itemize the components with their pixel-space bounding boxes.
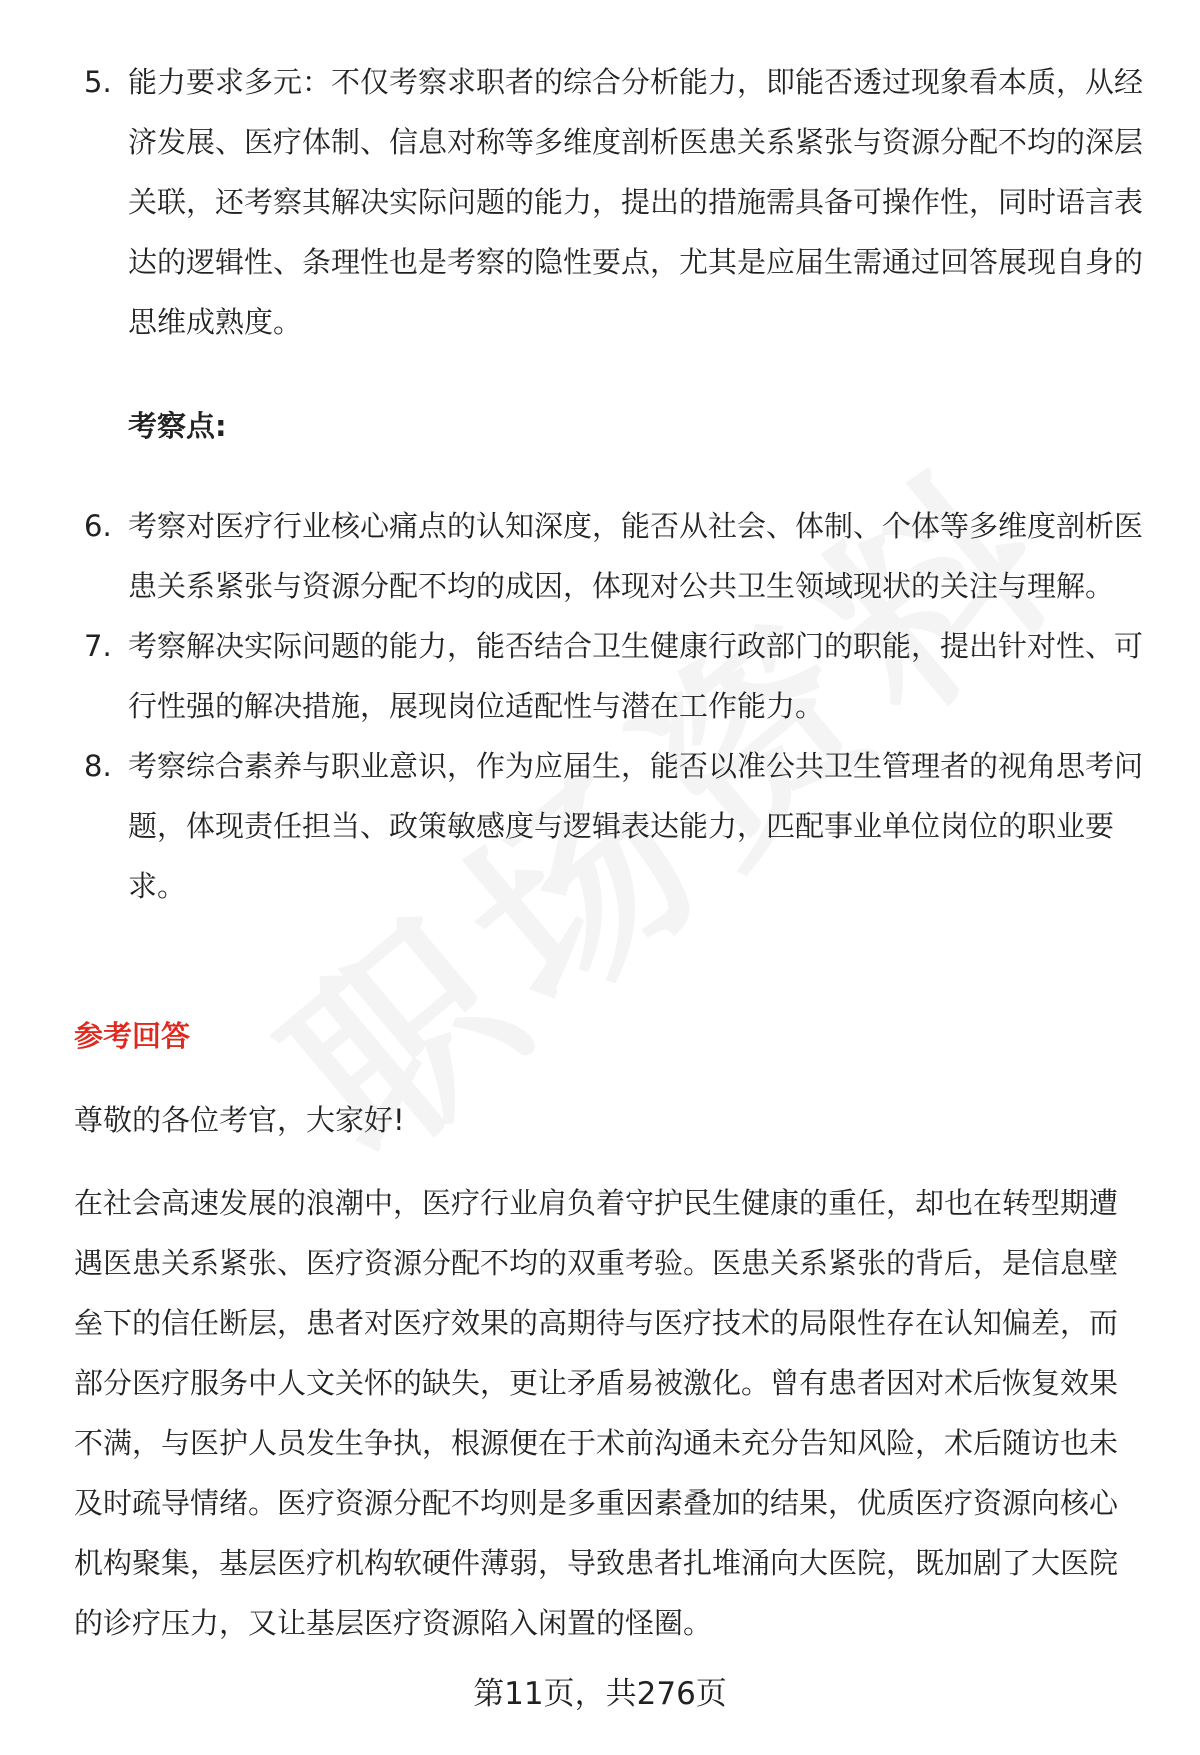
list-item-number: 8. xyxy=(84,749,112,783)
list-item-text: 能力要求多元：不仅考察求职者的综合分析能力，即能否透过现象看本质，从经济发展、医疗体制、信息对称等多维度剖析医患关系紧张与资源分配不均的深层关联，还考察其解决实际问题的能力，提出的措施需具备可操作性，同时语言表达的逻辑性、条理性也是考察的隐性要点，尤其是应届生需通过回答展现自身的思维成熟度。 xyxy=(128,65,1144,339)
list-item xyxy=(84,736,1144,916)
answer-greeting: 尊敬的各位考官，大家好! xyxy=(74,1103,405,1137)
list-item xyxy=(84,496,1144,616)
list-item-text: 考察解决实际问题的能力，能否结合卫生健康行政部门的职能，提出针对性、可行性强的解决措施，展现岗位适配性与潜在工作能力。 xyxy=(128,629,1144,723)
list-item-number: 5. xyxy=(84,65,112,99)
ability-list xyxy=(84,52,1144,352)
list-item xyxy=(84,52,1144,352)
answer-paragraph: 在社会高速发展的浪潮中，医疗行业肩负着守护民生健康的重任，却也在转型期遭遇医患关系紧张、医疗资源分配不均的双重考验。医患关系紧张的背后，是信息壁垒下的信任断层，患者对医疗效果的高期待与医疗技术的局限性存在认知偏差，而部分医疗服务中人文关怀的缺失，更让矛盾易被激化。曾有患者因对术后恢复效果不满，与医护人员发生争执，根源便在于术前沟通未充分告知风险，术后随访也未及时疏导情绪。医疗资源分配不均则是多重因素叠加的结果，优质医疗资源向核心机构聚集，基层医疗机构软硬件薄弱，导致患者扎堆涌向大医院，既加剧了大医院的诊疗压力，又让基层医疗资源陷入闲置的怪圈。 xyxy=(74,1186,1119,1640)
exam-points-list xyxy=(84,496,1144,916)
list-item-text: 考察综合素养与职业意识，作为应届生，能否以准公共卫生管理者的视角思考问题，体现责任担当、政策敏感度与逻辑表达能力，匹配事业单位岗位的职业要求。 xyxy=(128,749,1144,903)
answer-heading: 参考回答 xyxy=(74,1019,191,1053)
exam-points-label: 考察点: xyxy=(128,409,227,443)
page-number: 第11页，共276页 xyxy=(473,1676,727,1712)
list-item-number: 6. xyxy=(84,509,112,543)
list-item-text: 考察对医疗行业核心痛点的认知深度，能否从社会、体制、个体等多维度剖析医患关系紧张与资源分配不均的成因，体现对公共卫生领域现状的关注与理解。 xyxy=(128,509,1144,603)
list-item-number: 7. xyxy=(84,629,112,663)
list-item xyxy=(84,616,1144,736)
